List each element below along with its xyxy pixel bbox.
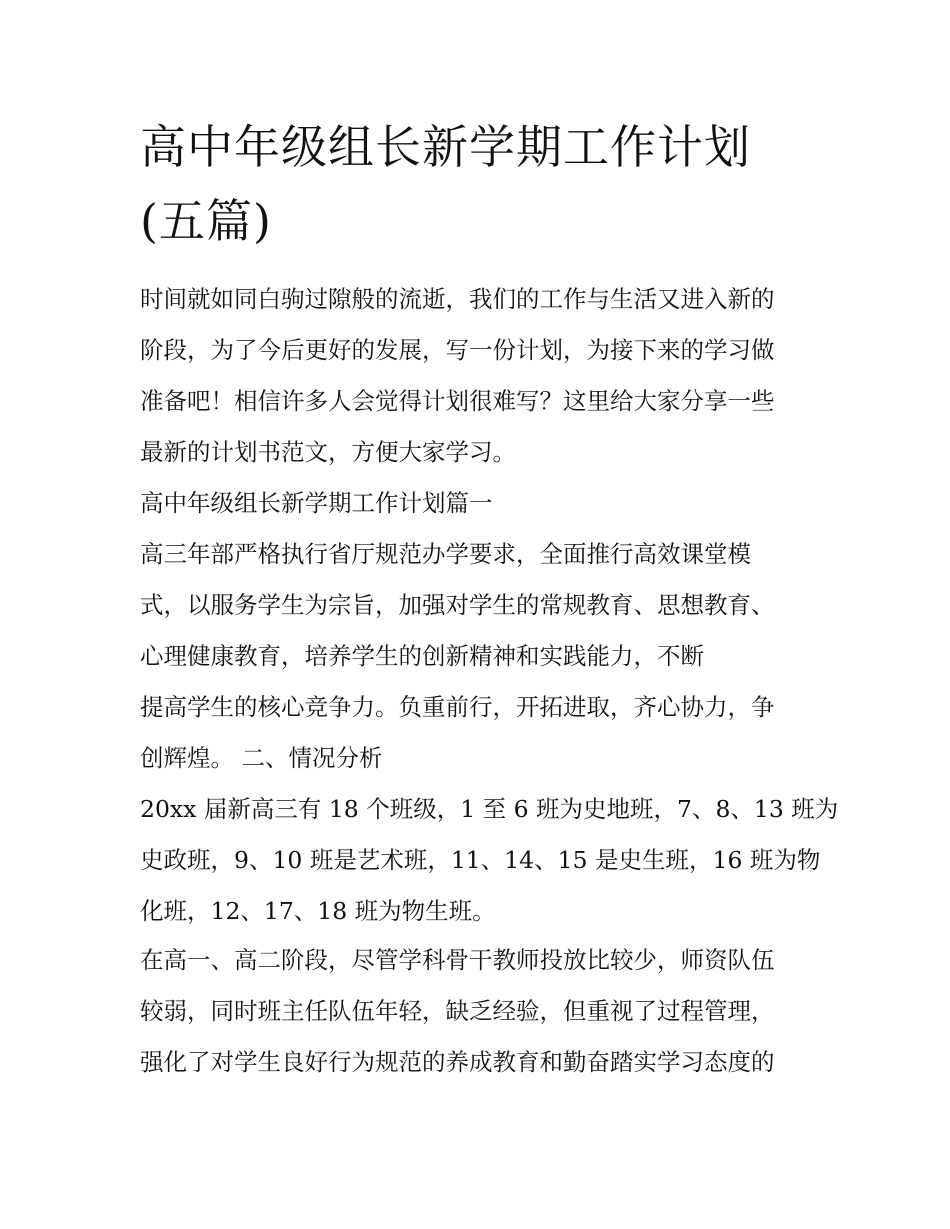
document-title: [140, 110, 820, 258]
title-line-2: (五篇): [140, 194, 272, 248]
paragraph-3-line-2: 较弱，同时班主任队伍年轻，缺乏经验，但重视了过程管理，: [140, 997, 775, 1025]
intro-line-4: 最新的计划书范文，方便大家学习。: [140, 438, 516, 466]
intro-line-2: 阶段，为了今后更好的发展，写一份计划，为接下来的学习做: [140, 336, 775, 364]
paragraph-1-line-1: 高三年部严格执行省厅规范办学要求，全面推行高效课堂模: [140, 540, 751, 568]
paragraph-1-line-2: 式，以服务学生为宗旨，加强对学生的常规教育、思想教育、: [140, 591, 775, 619]
paragraph-1-line-5: 创辉煌。 二、情况分析: [140, 744, 383, 772]
paragraph-2-line-3: 化班，12、17、18 班为物生班。: [140, 897, 496, 925]
paragraph-3-line-1: 在高一、高二阶段，尽管学科骨干教师投放比较少，师资队伍: [140, 946, 775, 974]
section-heading: [140, 478, 820, 529]
paragraph-1-line-3: 心理健康教育，培养学生的创新精神和实践能力，不断: [140, 642, 704, 670]
paragraph-1-line-4: 提高学生的核心竞争力。负重前行，开拓进取，齐心协力，争: [140, 693, 775, 721]
intro-paragraph: [140, 274, 820, 478]
paragraph-2-line-1: 20xx 届新高三有 18 个班级，1 至 6 班为史地班，7、8、13 班为: [140, 795, 839, 823]
title-line-1: 高中年级组长新学期工作计划: [140, 120, 751, 174]
paragraph-3: [140, 935, 820, 1088]
paragraph-3-line-3: 强化了对学生良好行为规范的养成教育和勤奋踏实学习态度的: [140, 1048, 775, 1076]
intro-line-1: 时间就如同白驹过隙般的流逝，我们的工作与生活又进入新的: [140, 285, 775, 313]
intro-line-3: 准备吧！相信许多人会觉得计划很难写？这里给大家分享一些: [140, 387, 775, 415]
paragraph-2-line-2: 史政班，9、10 班是艺术班，11、14、15 是史生班，16 班为物: [140, 846, 821, 874]
paragraph-2: [140, 784, 839, 937]
section-heading-text: 高中年级组长新学期工作计划篇一: [140, 489, 493, 517]
paragraph-1: [140, 529, 820, 784]
